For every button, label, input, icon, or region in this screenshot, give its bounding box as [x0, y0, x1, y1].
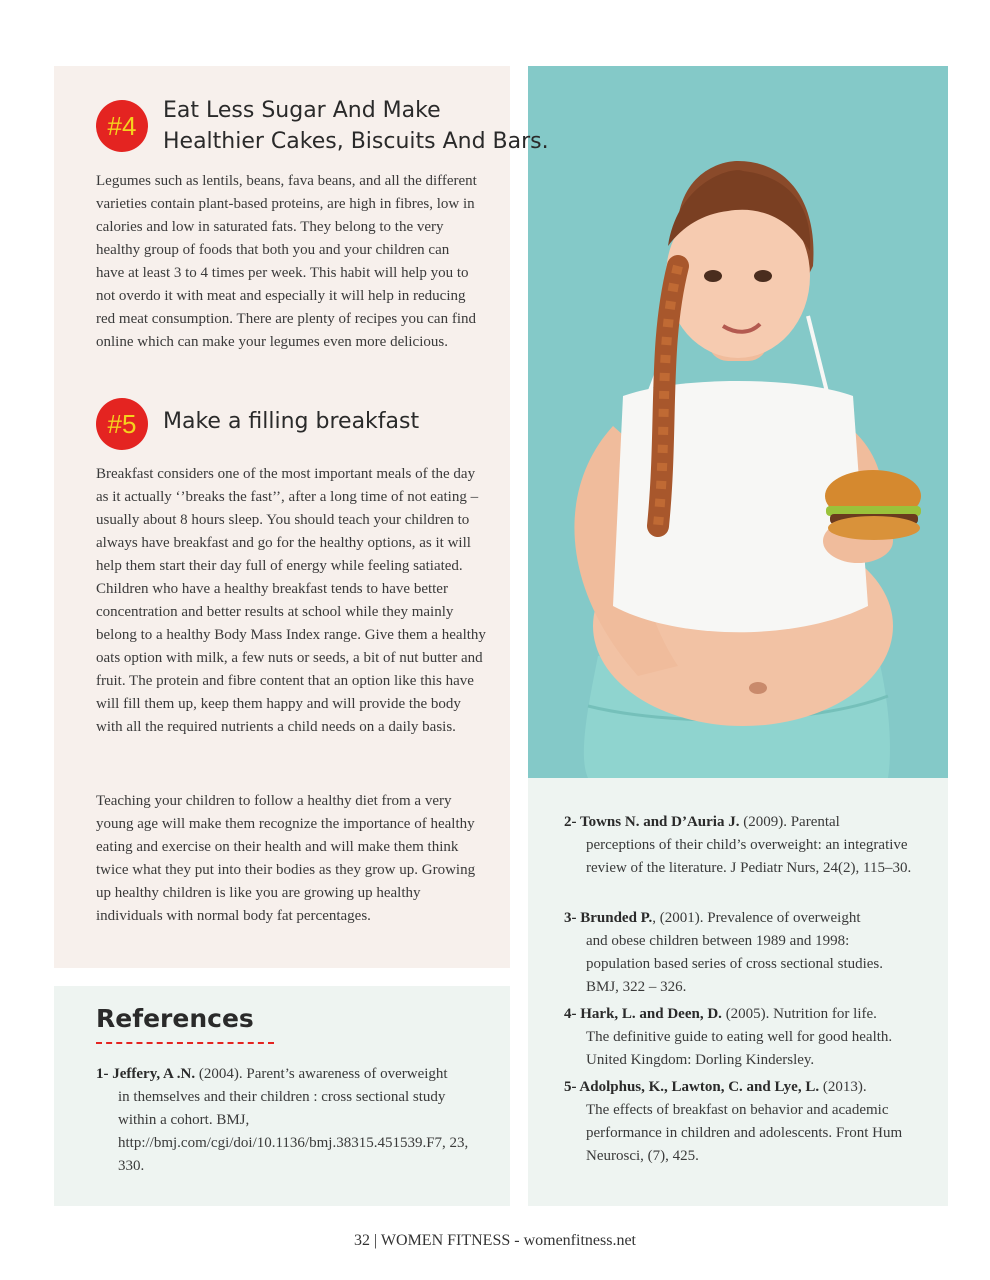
tip-4-heading: [163, 95, 549, 157]
reference-5-year: (2013).: [819, 1079, 867, 1095]
reference-1-year: (2004). Parent’s awareness of overweight: [195, 1066, 448, 1082]
reference-2-authors: 2- Towns N. and D’Auria J.: [564, 814, 740, 830]
reference-3-year: , (2001). Prevalence of overweight: [652, 910, 861, 926]
references-divider: [96, 1042, 274, 1044]
child-with-burger-photo: [528, 66, 948, 778]
tip-4-heading-line2: Healthier Cakes, Biscuits And Bars.: [163, 129, 549, 154]
tip-4-heading-line1: Eat Less Sugar And Make: [163, 98, 441, 123]
reference-3-details: and obese children between 1989 and 1998: population based series of cross sectional studies. BMJ, 322 – 326.: [586, 933, 884, 995]
tip-4-badge: #4: [96, 100, 148, 152]
reference-5: [564, 1076, 914, 1168]
tip-5-paragraph-2: Teaching your children to follow a healthy diet from a very young age will make them recognize the importance of healthy eating and exercise on their health and will make them think twice what they put into their bodies as they grow up. Growing up healthy children is like you are growing up healthy individuals with normal body fat percentages.: [96, 793, 476, 924]
reference-1: [96, 1063, 486, 1178]
tip-5-paragraph-1: Breakfast considers one of the most important meals of the day as it actually ‘’breaks the fast’’, after a long time of not eating – usually about 8 hours sleep. You should teach your children to always have breakfast and go for the healthy options, as it will help them start their day full of energy while feeling satiated. Children who have a healthy breakfast tends to have better concentration and better results at school while they mainly belong to a healthy Body Mass Index range. Give them a healthy oats option with milk, a few nuts or seeds, a bit of nut butter and fruit. The protein and fibre content that an option like this have will fill them up, keep them happy and will provide the body with all the required nutrients a child needs on a daily basis.: [96, 466, 486, 735]
reference-4: [564, 1003, 914, 1072]
tip-5-heading: Make a filling breakfast: [163, 409, 420, 434]
page-footer: 32 | WOMEN FITNESS - womenfitness.net: [354, 1232, 636, 1249]
reference-5-authors: 5- Adolphus, K., Lawton, C. and Lye, L.: [564, 1079, 820, 1095]
reference-3: [564, 907, 914, 999]
reference-4-authors: 4- Hark, L. and Deen, D.: [564, 1006, 722, 1022]
tip-5-badge: #5: [96, 398, 148, 450]
reference-1-authors: 1- Jeffery, A .N.: [96, 1066, 196, 1082]
reference-2-year: (2009). Parental: [739, 814, 840, 830]
reference-1-details: in themselves and their children : cross sectional study within a cohort. BMJ, http://bmj.com/cgi/doi/10.1136/bmj.38315.451539.F7, 23, 330.: [118, 1089, 469, 1174]
reference-4-details: The definitive guide to eating well for good health. United Kingdom: Dorling Kindersley.: [586, 1029, 893, 1068]
reference-4-year: (2005). Nutrition for life.: [721, 1006, 877, 1022]
child-illustration: [528, 66, 948, 778]
references-title: References: [96, 1004, 254, 1033]
reference-3-authors: 3- Brunded P.: [564, 910, 653, 926]
reference-2-details: perceptions of their child’s overweight: an integrative review of the literature. J Pediatr Nurs, 24(2), 115–30.: [586, 837, 912, 876]
reference-2: [564, 811, 914, 880]
tip-4-body: Legumes such as lentils, beans, fava beans, and all the different varieties contain plant-based proteins, are high in fibres, low in calories and low in saturated fats. They belong to the very healthy group of foods that both you and your children can have at least 3 to 4 times per week. This habit will help you to not overdo it with meat and especially it will help in reducing red meat consumption. There are plenty of recipes you can find online which can make your legumes even more delicious.: [96, 173, 477, 350]
reference-5-details: The effects of breakfast on behavior and academic performance in children and adolescents. Front Hum Neurosci, (7), 425.: [586, 1102, 903, 1164]
